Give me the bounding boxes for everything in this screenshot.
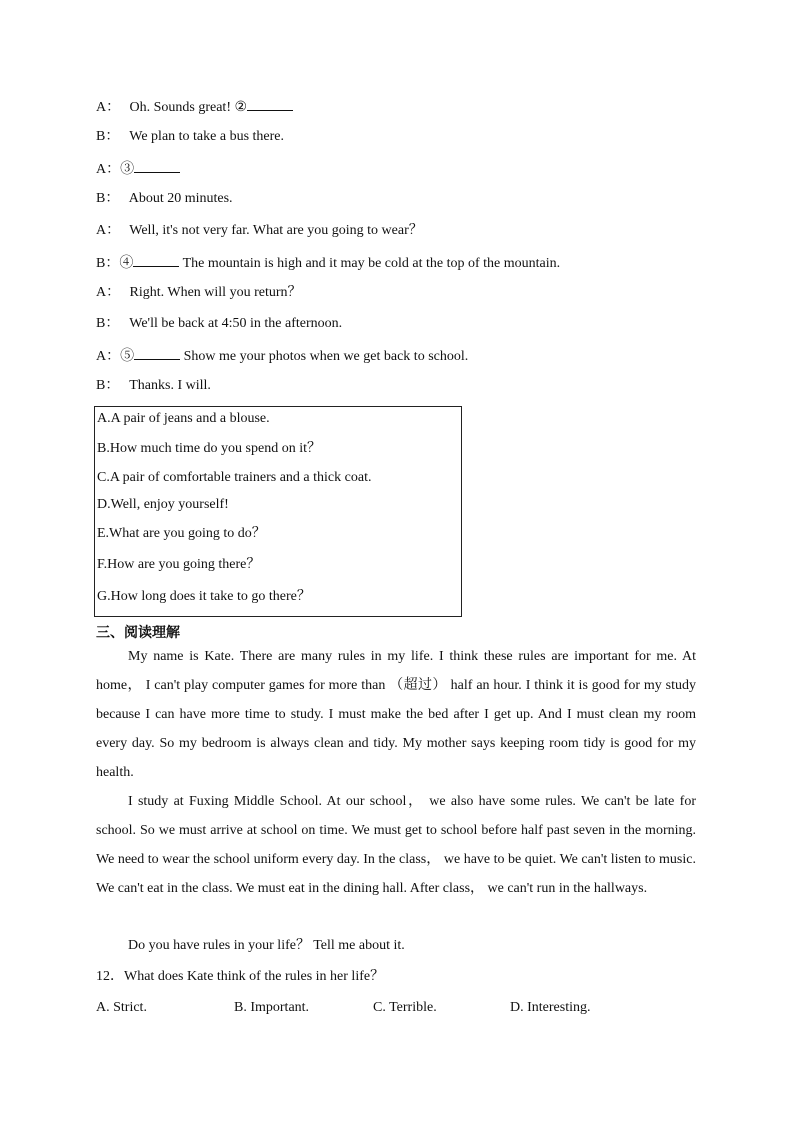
dialogue-line-3 [96,159,180,179]
options-box [94,406,462,617]
answer-blank-4[interactable] [133,253,179,267]
reading-passage [96,642,696,903]
dialogue-line-10 [96,377,211,395]
section-title: 三、阅读理解 [96,625,180,641]
dialogue-text: Right. When will you return？ [126,285,302,300]
dialogue-line-4 [96,190,233,208]
speaker-label: B： [96,316,120,331]
speaker-label: B： [96,129,120,144]
passage-paragraph-3: Do you have rules in your life？ Tell me about it. [128,938,405,953]
speaker-label: A： [96,285,121,300]
choice-b[interactable]: B. Important. [234,1000,310,1015]
dialogue-line-5 [96,222,423,240]
passage-paragraph-2: I study at Fuxing Middle School. At our school， we also have some rules. We can't be late for school. So we must arrive at school on time. We must get to school before half past seven in the morning. We need to wear the school uniform every day. In the class， we have to be quiet. We can't listen to music. We can't eat in the class. We must eat in the dining hall. After class， we can't run in the hallways. [96,794,696,896]
choice-c[interactable]: C. Terrible. [373,1000,437,1015]
speaker-label: B： [96,256,120,271]
dialogue-line-9 [96,346,468,366]
dialogue-line-1 [96,97,293,117]
dialogue-text: Well, it's not very far. What are you going to wear？ [126,223,423,238]
dialogue-line-2 [96,128,284,146]
speaker-label: A： [96,162,121,177]
dialogue-text: Oh. Sounds great! ② [126,100,248,115]
answer-blank-2[interactable] [247,97,293,111]
dialogue-text: About 20 minutes. [126,191,233,206]
speaker-label: A： [96,100,121,115]
option-a: A.A pair of jeans and a blouse. [97,411,270,426]
option-g: G.How long does it take to go there？ [97,589,311,604]
dialogue-text: We'll be back at 4:50 in the afternoon. [126,316,343,331]
speaker-label: B： [96,191,120,206]
option-d: D.Well, enjoy yourself! [97,497,229,512]
passage-paragraph-1: My name is Kate. There are many rules in my life. I think these rules are important for me. At home， I can't play computer games for more than （超过） half an hour. I think it is good for my study because I can have more time to study. I must make the bed after I get up. And I must clean my room every day. So my bedroom is always clean and tidy. My mother says keeping room tidy is good for my health. [96,649,696,780]
answer-blank-3[interactable] [134,159,180,173]
option-e: E.What are you going to do？ [97,526,266,541]
question-stem: 12．What does Kate think of the rules in her life？ [96,969,385,984]
dialogue-text: ⑤ [120,349,135,364]
option-b: B.How much time do you spend on it？ [97,441,321,456]
choice-a[interactable]: A. Strict. [96,1000,147,1015]
option-c: C.A pair of comfortable trainers and a thick coat. [97,470,372,485]
answer-blank-5[interactable] [134,346,180,360]
dialogue-text: We plan to take a bus there. [126,129,285,144]
dialogue-line-7 [96,284,302,302]
dialogue-text-after: Show me your photos when we get back to school. [180,349,469,364]
dialogue-text: ④ [119,256,134,271]
dialogue-line-6 [96,253,560,273]
dialogue-text-after: The mountain is high and it may be cold at the top of the mountain. [179,256,561,271]
dialogue-text: ③ [120,162,135,177]
dialogue-text: Thanks. I will. [126,378,211,393]
option-f: F.How are you going there？ [97,557,261,572]
speaker-label: B： [96,378,120,393]
dialogue-line-8 [96,315,342,333]
speaker-label: A： [96,349,121,364]
choice-d[interactable]: D. Interesting. [510,1000,591,1015]
speaker-label: A： [96,223,121,238]
